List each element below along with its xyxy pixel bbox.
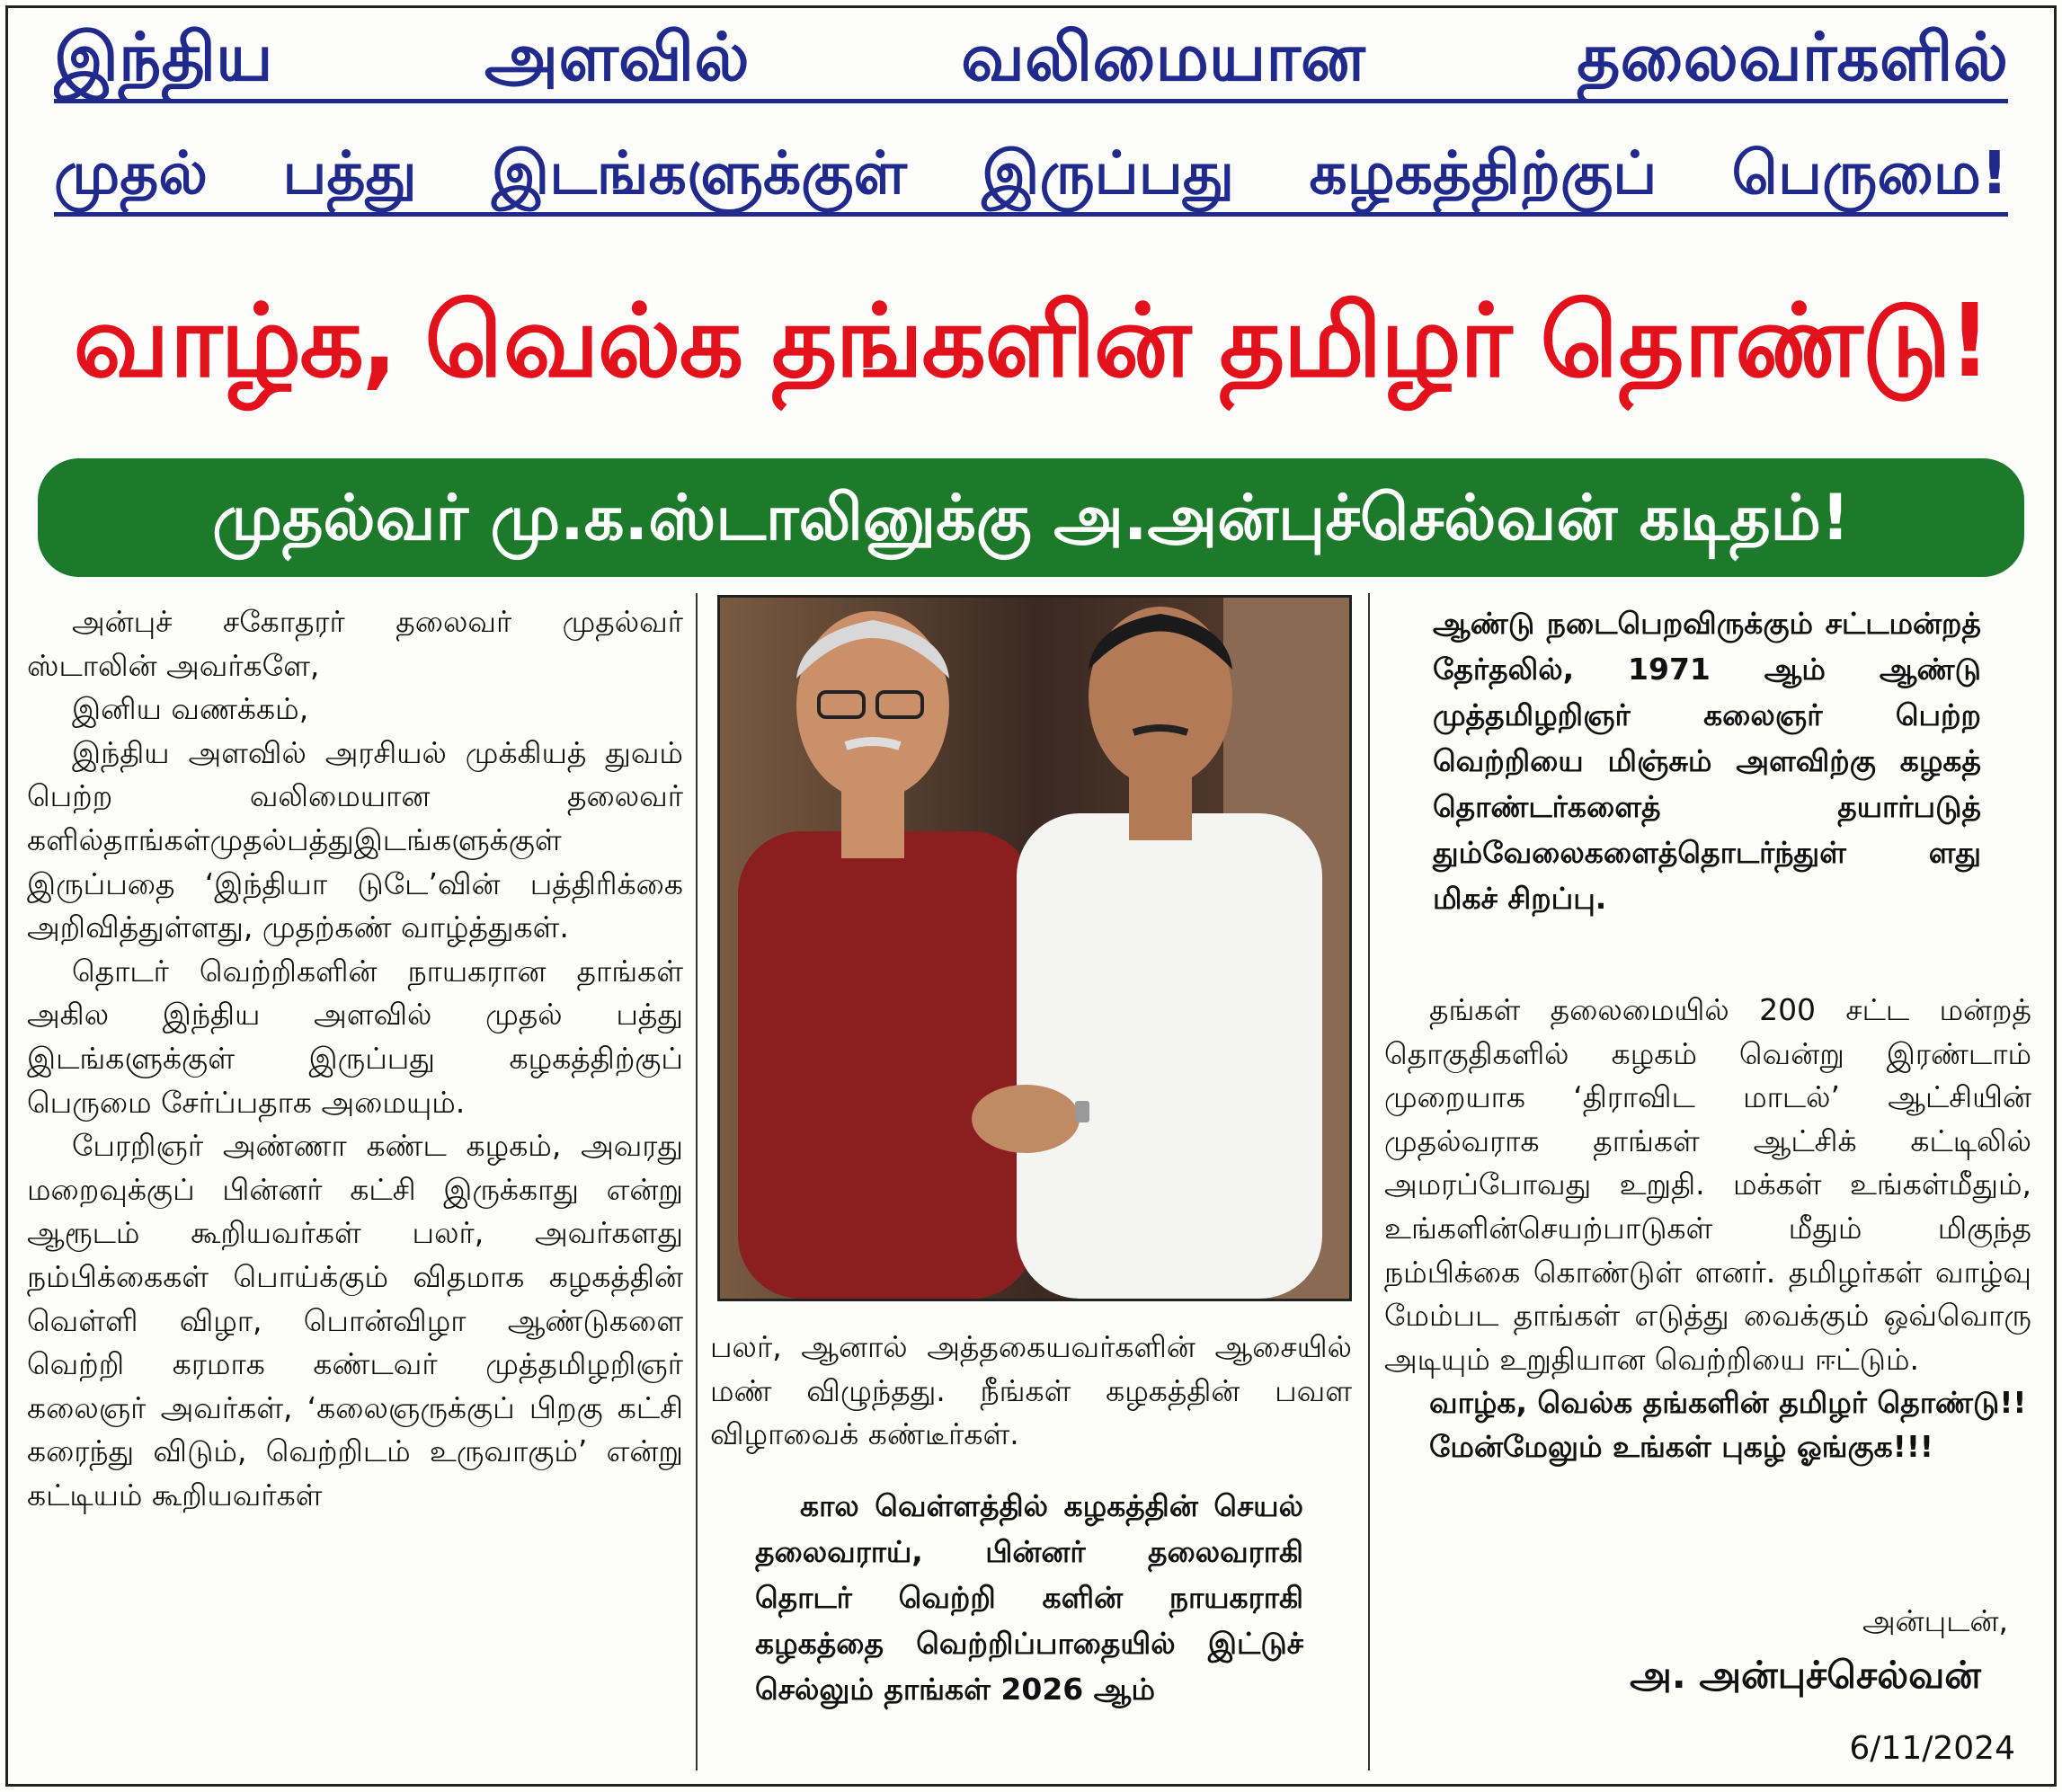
headline-line-2: முதல் பத்து இடங்களுக்குள் இருப்பது கழகத்திற்குப் பெருமை! bbox=[54, 135, 2008, 217]
greeting: இனிய வணக்கம், bbox=[72, 691, 309, 727]
middle-column-bold bbox=[755, 1483, 1303, 1712]
paragraph-bold: ஆண்டு நடைபெறவிருக்கும் சட்டமன்றத் தேர்தலில், 1971 ஆம் ஆண்டு முத்தமிழறிஞர் கலைஞர் பெற்ற வெற்றியை மிஞ்சும் அளவிற்கு கழகத் தொண்டர்களைத் தயார்படுத் தும்வேலைகளைத்தொடர்ந்துள் ளது மிகச் சிறப்பு. bbox=[1433, 606, 1981, 916]
wish-line-2: மேன்மேலும் உங்கள் புகழ் ஓங்குக!!! bbox=[1429, 1428, 1933, 1464]
headline-line-3: வாழ்க, வெல்க தங்களின் தமிழர் தொண்டு! bbox=[73, 283, 1989, 400]
subheading-banner bbox=[38, 458, 2024, 577]
headline-line-1: இந்திய அளவில் வலிமையான தலைவர்களில் bbox=[54, 16, 2008, 103]
signature: அ. அன்புச்செல்வன் bbox=[1630, 1653, 1981, 1697]
closing: அன்புடன், bbox=[1862, 1603, 2008, 1638]
paragraph: இந்திய அளவில் அரசியல் முக்கியத் துவம் பெற்ற வலிமையான தலைவர் களில்தாங்கள்முதல்பத்துஇடங்களுக்குள் இருப்பதை ‘இந்தியா டுடே’வின் பத்திரிக்கை அறிவித்துள்ளது, முதற்கண் வாழ்த்துகள். bbox=[27, 734, 683, 945]
banner-text: முதல்வர் மு.க.ஸ்டாலினுக்கு அ.அன்புச்செல்வன் கடிதம்! bbox=[212, 481, 1850, 554]
left-column bbox=[27, 600, 683, 1769]
column-divider bbox=[696, 593, 698, 1770]
date: 6/11/2024 bbox=[1849, 1730, 2015, 1767]
paragraph: பலர், ஆனால் அத்தகையவர்களின் ஆசையில் மண் விழுந்தது. நீங்கள் கழகத்தின் பவள விழாவைக் கண்டீர்கள். bbox=[710, 1329, 1352, 1452]
photo-handshake bbox=[717, 595, 1352, 1301]
column-divider bbox=[1368, 593, 1370, 1770]
photo-illustration bbox=[720, 598, 1349, 1299]
right-column-bold bbox=[1433, 600, 1981, 921]
paragraph: பேரறிஞர் அண்ணா கண்ட கழகம், அவரது மறைவுக்குப் பின்னர் கட்சி இருக்காது என்று ஆரூடம் கூறியவர்கள் பலர், அவர்களது நம்பிக்கைகள் பொய்க்கும் விதமாக கழகத்தின் வெள்ளி விழா, பொன்விழா ஆண்டுகளை வெற்றி கரமாக கண்டவர் முத்தமிழறிஞர் கலைஞர் அவர்கள், ‘கலைஞருக்குப் பிறகு கட்சி கரைந்து விடும், வெற்றிடம் உருவாகும்’ என்று கட்டியம் கூறியவர்கள் bbox=[27, 1128, 683, 1513]
right-column bbox=[1384, 989, 2031, 1469]
salutation: அன்புச் சகோதரர் தலைவர் முதல்வர் ஸ்டாலின் அவர்களே, bbox=[27, 604, 683, 683]
paragraph: தங்கள் தலைமையில் 200 சட்ட மன்றத் தொகுதிகளில் கழகம் வென்று இரண்டாம் முறையாக ‘திராவிட மாடல்’ ஆட்சியின் முதல்வராக தாங்கள் ஆட்சிக் கட்டிலில் அமரப்போவது உறுதி. மக்கள் உங்கள்மீதும், உங்களின்செயற்பாடுகள் மீதும் மிகுந்த நம்பிக்கை கொண்டுள் ளனர். தமிழர்கள் வாழ்வு மேம்பட தாங்கள் எடுத்து வைக்கும் ஒவ்வொரு அடியும் உறுதியான வெற்றியை ஈட்டும். bbox=[1384, 992, 2031, 1377]
paragraph-bold: கால வெள்ளத்தில் கழகத்தின் செயல் தலைவராய், பின்னர் தலைவராகி தொடர் வெற்றி களின் நாயகராகி கழகத்தை வெற்றிப்பாதையில் இட்டுச் செல்லும் தாங்கள் 2026 ஆம் bbox=[755, 1488, 1303, 1707]
middle-column-text bbox=[710, 1326, 1352, 1457]
paragraph: தொடர் வெற்றிகளின் நாயகரான தாங்கள் அகில இந்திய அளவில் முதல் பத்து இடங்களுக்குள் இருப்பது கழகத்திற்குப் பெருமை சேர்ப்பதாக அமையும். bbox=[27, 953, 683, 1120]
wish-line: வாழ்க, வெல்க தங்களின் தமிழர் தொண்டு!! bbox=[1429, 1385, 2027, 1421]
